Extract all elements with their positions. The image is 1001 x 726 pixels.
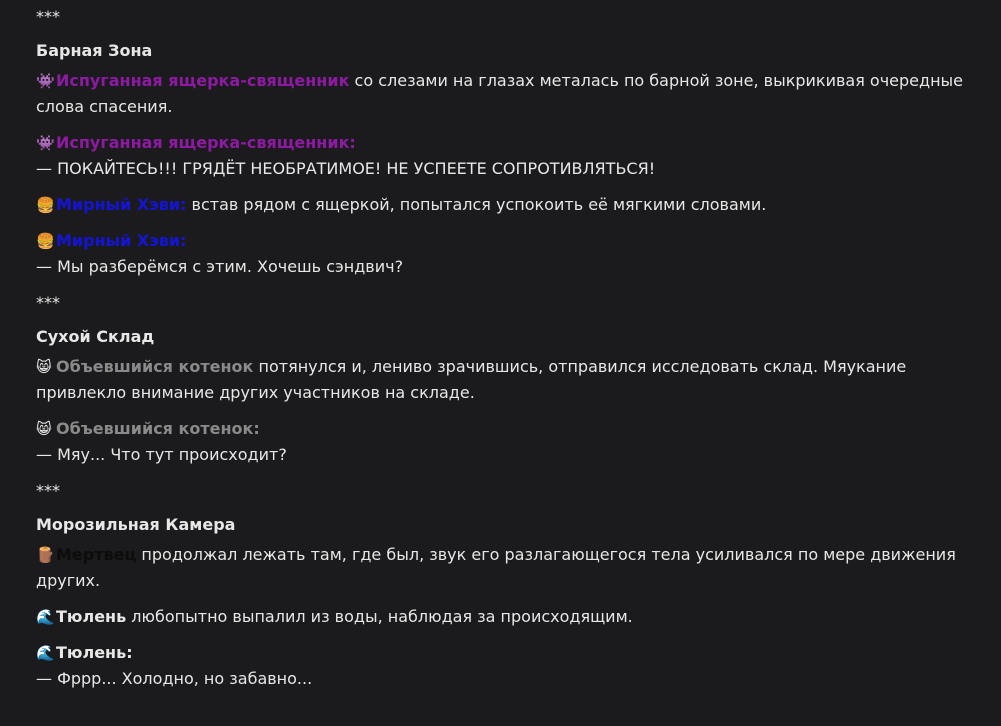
character-name: Тюлень:	[56, 643, 133, 662]
message-text: продолжал лежать там, где был, звук его разлагающегося тела усиливался по мере движения других.	[36, 545, 956, 590]
separator: ***	[36, 7, 60, 26]
message-text: потянулся и, лениво зрачившись, отправился исследовать склад. Мяукание привлекло внимание других участников на складе.	[36, 357, 907, 402]
character-name: Мирный Хэви:	[56, 195, 187, 214]
chat-log	[36, 4, 976, 702]
cat-face-icon: 😸	[36, 358, 52, 376]
message-text: со слезами на глазах металась по барной зоне, выкрикивая очередные слова спасения.	[36, 71, 964, 116]
alien-monster-icon: 👾	[36, 72, 55, 90]
message-text: любопытно выпалил из воды, наблюдая за происходящим.	[126, 607, 633, 626]
water-wave-icon: 🌊	[36, 644, 55, 662]
speech-text: — Мяу... Что тут происходит?	[36, 445, 287, 464]
character-name: Испуганная ящерка-священник	[56, 71, 350, 90]
alien-monster-icon: 👾	[36, 134, 55, 152]
zone-title: Сухой Склад	[36, 327, 155, 346]
character-name: Тюлень	[56, 607, 127, 626]
speech-text: — Фррр... Холодно, но забавно...	[36, 669, 313, 688]
chat-speech	[36, 416, 976, 468]
chat-speech	[36, 130, 976, 182]
chat-message	[36, 68, 976, 120]
log-icon: 🪵	[36, 546, 55, 564]
message-text: встав рядом с ящеркой, попытался успокоить её мягкими словами.	[186, 195, 767, 214]
zone-title: Барная Зона	[36, 41, 153, 60]
chat-speech	[36, 228, 976, 280]
water-wave-icon: 🌊	[36, 608, 55, 626]
burger-icon: 🍔	[36, 232, 55, 250]
character-name: Объевшийся котенок:	[56, 419, 260, 438]
character-name: Испуганная ящерка-священник:	[56, 133, 356, 152]
character-name: Объевшийся котенок	[56, 357, 254, 376]
chat-message	[36, 192, 976, 218]
character-name: Мирный Хэви:	[56, 231, 187, 250]
speech-text: — ПОКАЙТЕСЬ!!! ГРЯДЁТ НЕОБРАТИМОЕ! НЕ УСПЕЕТЕ СОПРОТИВЛЯТЬСЯ!	[36, 159, 656, 178]
chat-speech	[36, 640, 976, 692]
burger-icon: 🍔	[36, 196, 55, 214]
chat-message	[36, 542, 976, 594]
speech-text: — Мы разберёмся с этим. Хочешь сэндвич?	[36, 257, 404, 276]
chat-message	[36, 604, 976, 630]
separator: ***	[36, 481, 60, 500]
character-name: Мертвец	[56, 545, 137, 564]
cat-face-icon: 😸	[36, 420, 52, 438]
separator: ***	[36, 293, 60, 312]
chat-message	[36, 354, 976, 406]
zone-title: Морозильная Камера	[36, 515, 236, 534]
